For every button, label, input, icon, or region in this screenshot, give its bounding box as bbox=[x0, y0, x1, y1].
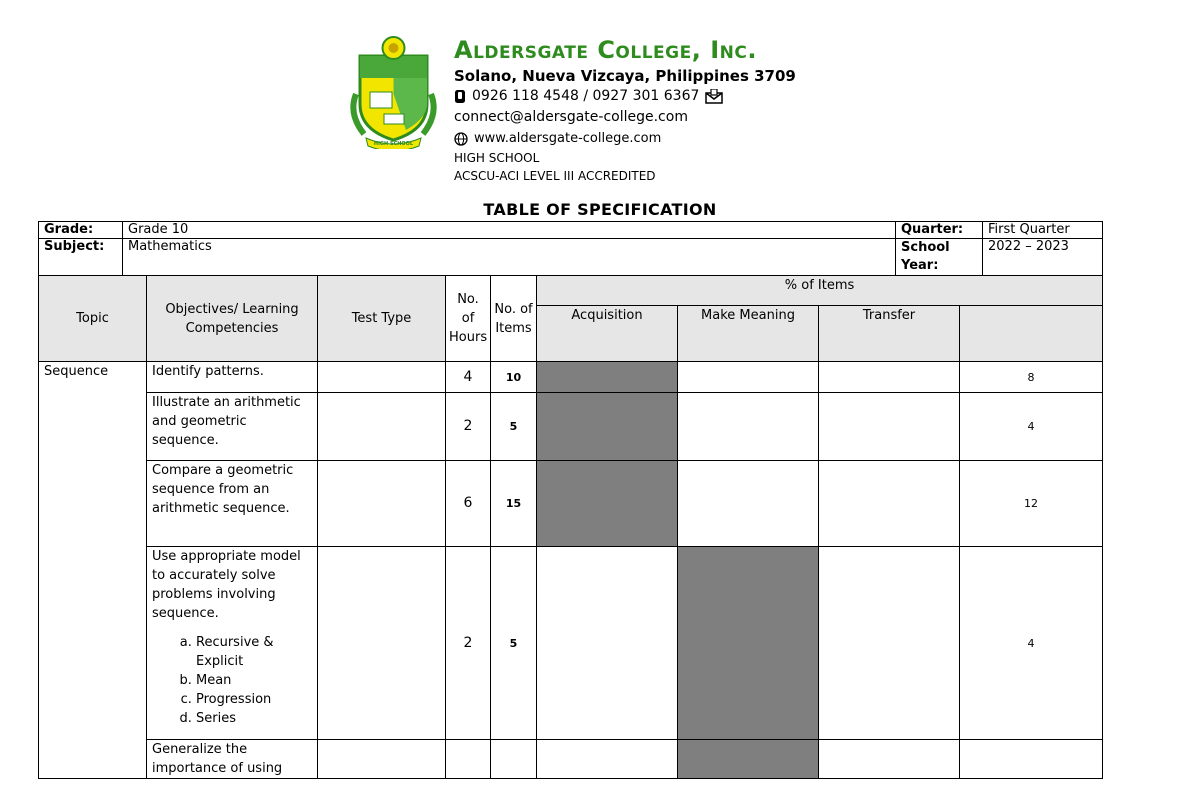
test-type-cell bbox=[318, 461, 446, 547]
transfer-cell bbox=[819, 461, 960, 547]
subject-value: Mathematics bbox=[123, 239, 896, 276]
org-phone-line bbox=[454, 86, 796, 107]
school-year-label: School Year: bbox=[896, 239, 983, 276]
total-cell: 12 bbox=[960, 461, 1103, 547]
test-type-cell bbox=[318, 547, 446, 740]
course-info-table bbox=[38, 221, 1103, 276]
transfer-cell bbox=[819, 393, 960, 461]
objective-cell: Identify patterns. bbox=[147, 362, 318, 393]
table-row bbox=[39, 362, 1103, 393]
transfer-cell bbox=[819, 740, 960, 779]
topic-cell: Sequence bbox=[39, 362, 147, 779]
org-email[interactable]: connect@aldersgate-college.com bbox=[454, 109, 688, 125]
org-name: Aldersgate College, Inc. bbox=[454, 36, 757, 64]
transfer-cell bbox=[819, 362, 960, 393]
total-cell: 4 bbox=[960, 393, 1103, 461]
objective-cell bbox=[147, 547, 318, 740]
total-cell: 4 bbox=[960, 547, 1103, 740]
make-meaning-cell-shaded bbox=[678, 547, 819, 740]
items-cell: 5 bbox=[491, 393, 537, 461]
acquisition-cell bbox=[537, 740, 678, 779]
items-cell: 15 bbox=[491, 461, 537, 547]
letterhead bbox=[346, 34, 1046, 194]
make-meaning-cell bbox=[678, 461, 819, 547]
list-item: a. Recursive & Explicit bbox=[196, 633, 312, 671]
subject-year-row bbox=[39, 239, 1103, 276]
subject-label: Subject: bbox=[39, 239, 123, 276]
table-row bbox=[39, 461, 1103, 547]
table-row bbox=[39, 547, 1103, 740]
mail-icon bbox=[705, 89, 723, 104]
hours-cell: 2 bbox=[446, 547, 491, 740]
org-website-line bbox=[454, 128, 796, 149]
col-total bbox=[960, 306, 1103, 362]
globe-icon bbox=[454, 132, 468, 146]
hours-cell bbox=[446, 740, 491, 779]
specification-table bbox=[38, 275, 1103, 779]
test-type-cell bbox=[318, 362, 446, 393]
school-year-value: 2022 – 2023 bbox=[983, 239, 1103, 276]
col-test-type: Test Type bbox=[318, 276, 446, 362]
org-address: Solano, Nueva Vizcaya, Philippines 3709 bbox=[454, 67, 796, 85]
col-percent-items: % of Items bbox=[537, 276, 1103, 306]
total-cell bbox=[960, 740, 1103, 779]
objective-text: Use appropriate model to accurately solve problems involving sequence. bbox=[152, 549, 301, 621]
acquisition-cell bbox=[537, 547, 678, 740]
objective-cell: Illustrate an arithmetic and geometric sequence. bbox=[147, 393, 318, 461]
objective-cell: Compare a geometric sequence from an arithmetic sequence. bbox=[147, 461, 318, 547]
make-meaning-cell bbox=[678, 393, 819, 461]
org-accreditation: ACSCU-ACI LEVEL III ACCREDITED bbox=[454, 169, 656, 183]
col-items: No. of Items bbox=[491, 276, 537, 362]
hours-cell: 2 bbox=[446, 393, 491, 461]
hours-cell: 6 bbox=[446, 461, 491, 547]
col-objectives: Objectives/ Learning Competencies bbox=[147, 276, 318, 362]
total-cell: 8 bbox=[960, 362, 1103, 393]
transfer-cell bbox=[819, 547, 960, 740]
school-crest-logo bbox=[346, 34, 441, 149]
col-acquisition: Acquisition bbox=[537, 306, 678, 362]
acquisition-cell-shaded bbox=[537, 461, 678, 547]
table-row bbox=[39, 393, 1103, 461]
make-meaning-cell-shaded bbox=[678, 740, 819, 779]
org-phone: 0926 118 4548 / 0927 301 6367 bbox=[472, 88, 700, 104]
acquisition-cell-shaded bbox=[537, 393, 678, 461]
test-type-cell bbox=[318, 740, 446, 779]
items-cell: 10 bbox=[491, 362, 537, 393]
items-cell: 5 bbox=[491, 547, 537, 740]
mobile-phone-icon bbox=[454, 89, 466, 104]
acquisition-cell-shaded bbox=[537, 362, 678, 393]
list-item: d. Series bbox=[196, 709, 312, 728]
hours-cell: 4 bbox=[446, 362, 491, 393]
quarter-label: Quarter: bbox=[896, 222, 983, 239]
organization-info bbox=[454, 34, 796, 185]
grade-quarter-row bbox=[39, 222, 1103, 239]
org-website[interactable]: www.aldersgate-college.com bbox=[474, 131, 662, 146]
list-item: c. Progression bbox=[196, 690, 312, 709]
col-hours: No. of Hours bbox=[446, 276, 491, 362]
header-row-1 bbox=[39, 276, 1103, 306]
grade-value: Grade 10 bbox=[123, 222, 896, 239]
col-topic: Topic bbox=[39, 276, 147, 362]
objective-sub-list bbox=[152, 633, 312, 728]
objective-cell: Generalize the importance of using bbox=[147, 740, 318, 779]
table-row bbox=[39, 740, 1103, 779]
logo-banner-text: HIGH SCHOOL bbox=[373, 141, 414, 147]
quarter-value: First Quarter bbox=[983, 222, 1103, 239]
document-title: TABLE OF SPECIFICATION bbox=[483, 200, 717, 219]
col-make-meaning: Make Meaning bbox=[678, 306, 819, 362]
list-item: b. Mean bbox=[196, 671, 312, 690]
col-transfer: Transfer bbox=[819, 306, 960, 362]
items-cell bbox=[491, 740, 537, 779]
test-type-cell bbox=[318, 393, 446, 461]
org-department: HIGH SCHOOL bbox=[454, 151, 540, 165]
make-meaning-cell bbox=[678, 362, 819, 393]
grade-label: Grade: bbox=[39, 222, 123, 239]
